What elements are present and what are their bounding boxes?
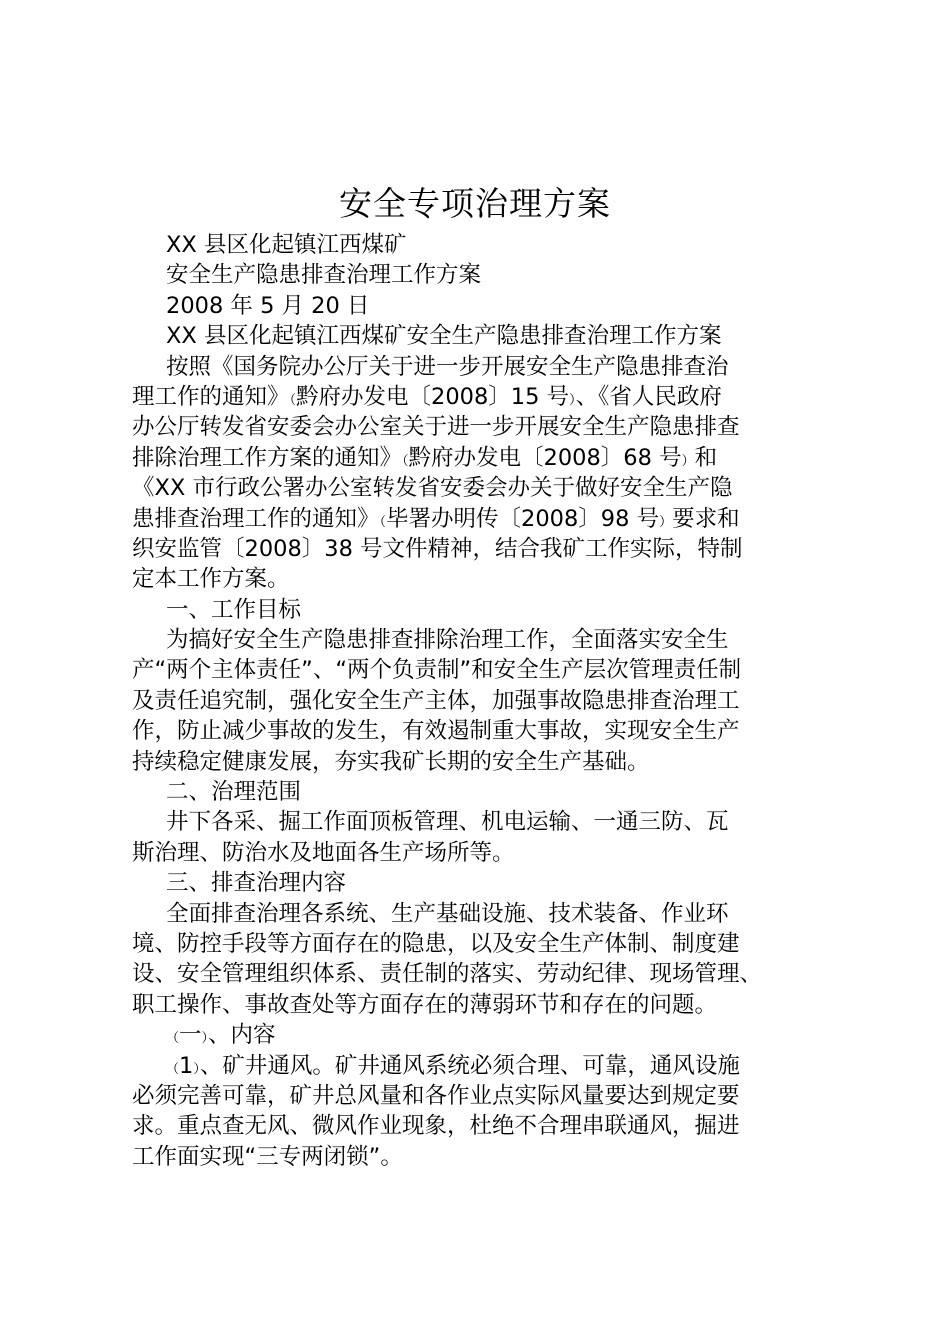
paragraph-line: 境、防控手段等方面存在的隐患，以及安全生产体制、制度建 bbox=[132, 930, 740, 957]
paragraph-line: 井下各采、掘工作面顶板管理、机电运输、一通三防、瓦 bbox=[166, 809, 729, 836]
paragraph-line: 斯治理、防治水及地面各生产场所等。 bbox=[132, 839, 515, 866]
paragraph-line: 设、安全管理组织体系、责任制的落实、劳动纪律、现场管理、 bbox=[132, 961, 763, 988]
subsection-heading: （一）、内容 bbox=[166, 1022, 276, 1049]
plan-subtitle-line: 安全生产隐患排查治理工作方案 bbox=[166, 262, 482, 289]
paragraph-line: 职工操作、事故查处等方面存在的薄弱环节和存在的问题。 bbox=[132, 991, 718, 1018]
section-heading-goals: 一、工作目标 bbox=[166, 596, 302, 623]
paragraph-line: 全面排查治理各系统、生产基础设施、技术装备、作业环 bbox=[166, 900, 729, 927]
intro-line: 排除治理工作方案的通知》（黔府办发电〔2008〕68 号）和 bbox=[132, 444, 718, 471]
section-heading-content: 三、排查治理内容 bbox=[166, 870, 347, 897]
intro-line: 理工作的通知》（黔府办发电〔2008〕15 号）、《省人民政府 bbox=[132, 383, 722, 410]
paragraph-line: 必须完善可靠，矿井总风量和各作业点实际风量要达到规定要 bbox=[132, 1082, 740, 1109]
intro-line: 定本工作方案。 bbox=[132, 566, 290, 593]
paragraph-line: 工作面实现“三专两闭锁”。 bbox=[132, 1143, 403, 1170]
intro-line: 办公厅转发省安委会办公室关于进一步开展安全生产隐患排查 bbox=[132, 414, 740, 441]
document-title: 安全专项治理方案 bbox=[339, 184, 611, 223]
doc-name-line: XX 县区化起镇江西煤矿安全生产隐患排查治理工作方案 bbox=[166, 323, 722, 350]
paragraph-line: 为搞好安全生产隐患排查排除治理工作，全面落实安全生 bbox=[166, 627, 729, 654]
section-heading-scope: 二、治理范围 bbox=[166, 779, 302, 806]
document-body bbox=[132, 230, 828, 1172]
intro-line: 按照《国务院办公厅关于进一步开展安全生产隐患排查治 bbox=[166, 353, 729, 380]
paragraph-line: 及责任追究制，强化安全生产主体，加强事故隐患排查治理工 bbox=[132, 687, 740, 714]
intro-line: 《XX 市行政公署办公室转发省安委会办关于做好安全生产隐 bbox=[132, 475, 733, 502]
intro-line: 织安监管〔2008〕38 号文件精神，结合我矿工作实际，特制 bbox=[132, 535, 743, 562]
paragraph-line: 持续稳定健康发展，夯实我矿长期的安全生产基础。 bbox=[132, 748, 650, 775]
paragraph-line: 作，防止减少事故的发生，有效遏制重大事故，实现安全生产 bbox=[132, 718, 740, 745]
org-name-line: XX 县区化起镇江西煤矿 bbox=[166, 232, 407, 258]
paragraph-line: 求。重点查无风、微风作业现象，杜绝不合理串联通风，掘进 bbox=[132, 1113, 740, 1140]
list-item-ventilation: （1）、矿井通风。矿井通风系统必须合理、可靠，通风设施 bbox=[166, 1052, 740, 1079]
paragraph-line: 产“两个主体责任”、“两个负责制”和安全生产层次管理责任制 bbox=[132, 657, 742, 684]
date-line: 2008 年 5 月 20 日 bbox=[166, 292, 370, 319]
intro-line: 患排查治理工作的通知》（毕署办明传〔2008〕98 号）要求和 bbox=[132, 505, 740, 532]
